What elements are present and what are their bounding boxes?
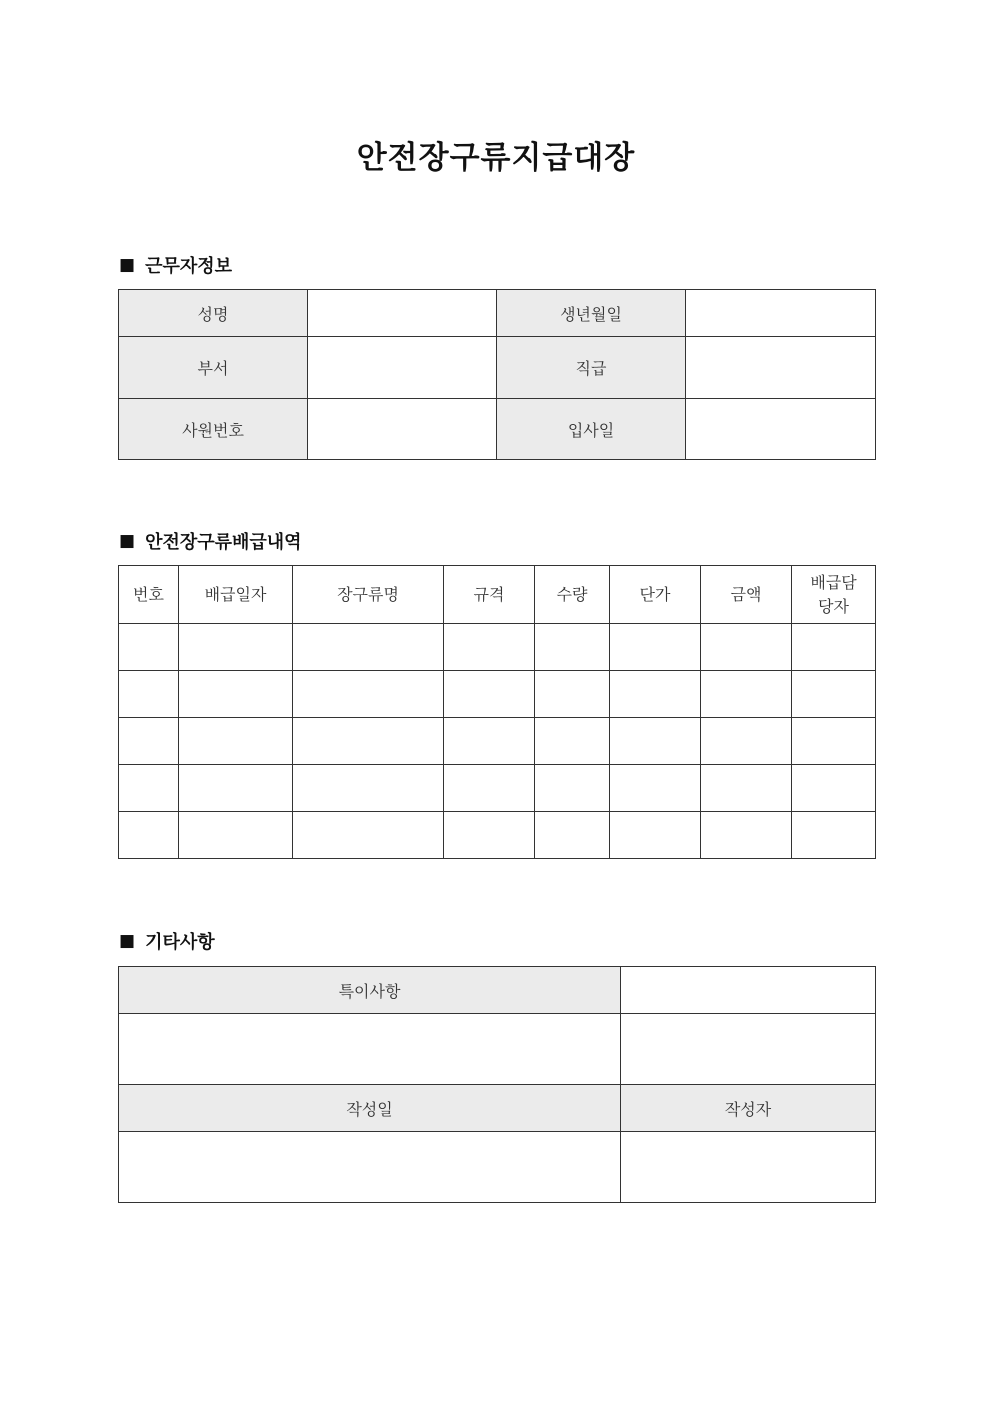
table-cell[interactable] [610,624,701,671]
worker-info-heading [119,252,232,278]
employee-number-field[interactable] [308,399,497,460]
table-cell[interactable] [179,718,293,765]
notes-extra-field[interactable] [621,1014,876,1085]
table-cell[interactable] [610,718,701,765]
table-row [119,812,876,859]
table-cell[interactable] [444,718,535,765]
column-header-amount: 금액 [701,566,792,624]
table-cell[interactable] [610,812,701,859]
notes-label: 특이사항 [119,967,621,1014]
distribution-table [118,565,876,859]
square-bullet-icon: ■ [119,931,136,951]
signature-content-row [119,1132,876,1203]
table-cell[interactable] [444,765,535,812]
worker-info-row [119,337,876,399]
table-cell[interactable] [119,624,179,671]
table-cell[interactable] [119,671,179,718]
column-header-spec: 규격 [444,566,535,624]
table-cell[interactable] [293,671,444,718]
table-cell[interactable] [179,624,293,671]
position-label: 직급 [497,337,686,399]
table-cell[interactable] [701,812,792,859]
hire-date-field[interactable] [686,399,876,460]
table-cell[interactable] [792,624,876,671]
name-field[interactable] [308,290,497,337]
column-header-unit-price: 단가 [610,566,701,624]
table-cell[interactable] [701,718,792,765]
distribution-header-row [119,566,876,624]
column-header-quantity: 수량 [535,566,610,624]
table-cell[interactable] [293,812,444,859]
misc-heading [119,928,215,954]
notes-header-row [119,967,876,1014]
table-row [119,671,876,718]
distribution-heading-label: 안전장구류배급내역 [145,532,302,553]
signature-header-row [119,1085,876,1132]
table-cell[interactable] [119,765,179,812]
table-row [119,718,876,765]
date-label: 작성일 [119,1085,621,1132]
table-cell[interactable] [535,718,610,765]
table-cell[interactable] [444,671,535,718]
date-field[interactable] [119,1132,621,1203]
table-cell[interactable] [444,624,535,671]
page-title: 안전장구류지급대장 [356,140,636,176]
table-cell[interactable] [535,812,610,859]
birthdate-field[interactable] [686,290,876,337]
worker-info-heading-label: 근무자정보 [145,256,233,277]
worker-info-row [119,399,876,460]
table-cell[interactable] [792,718,876,765]
employee-number-label: 사원번호 [119,399,308,460]
table-cell[interactable] [792,812,876,859]
notes-side-field[interactable] [621,967,876,1014]
column-header-distributor: 배급담당자 [792,566,876,624]
table-row [119,765,876,812]
table-cell[interactable] [535,765,610,812]
table-cell[interactable] [701,765,792,812]
hire-date-label: 입사일 [497,399,686,460]
table-cell[interactable] [535,671,610,718]
table-cell[interactable] [701,624,792,671]
table-cell[interactable] [119,718,179,765]
table-cell[interactable] [179,765,293,812]
misc-heading-label: 기타사항 [145,932,215,953]
notes-field[interactable] [119,1014,621,1085]
table-cell[interactable] [701,671,792,718]
square-bullet-icon: ■ [119,531,136,551]
position-field[interactable] [686,337,876,399]
table-cell[interactable] [535,624,610,671]
square-bullet-icon: ■ [119,255,136,275]
worker-info-row [119,290,876,337]
table-row [119,624,876,671]
table-cell[interactable] [179,671,293,718]
department-field[interactable] [308,337,497,399]
table-cell[interactable] [444,812,535,859]
birthdate-label: 생년월일 [497,290,686,337]
column-header-date: 배급일자 [179,566,293,624]
table-cell[interactable] [119,812,179,859]
table-cell[interactable] [792,671,876,718]
table-cell[interactable] [293,624,444,671]
table-cell[interactable] [293,718,444,765]
author-label: 작성자 [621,1085,876,1132]
worker-info-table [118,289,876,460]
name-label: 성명 [119,290,308,337]
department-label: 부서 [119,337,308,399]
misc-table [118,966,876,1203]
table-cell[interactable] [792,765,876,812]
distribution-heading [119,528,302,554]
table-cell[interactable] [610,765,701,812]
notes-content-row [119,1014,876,1085]
column-header-number: 번호 [119,566,179,624]
table-cell[interactable] [293,765,444,812]
column-header-item-name: 장구류명 [293,566,444,624]
table-cell[interactable] [179,812,293,859]
author-field[interactable] [621,1132,876,1203]
table-cell[interactable] [610,671,701,718]
